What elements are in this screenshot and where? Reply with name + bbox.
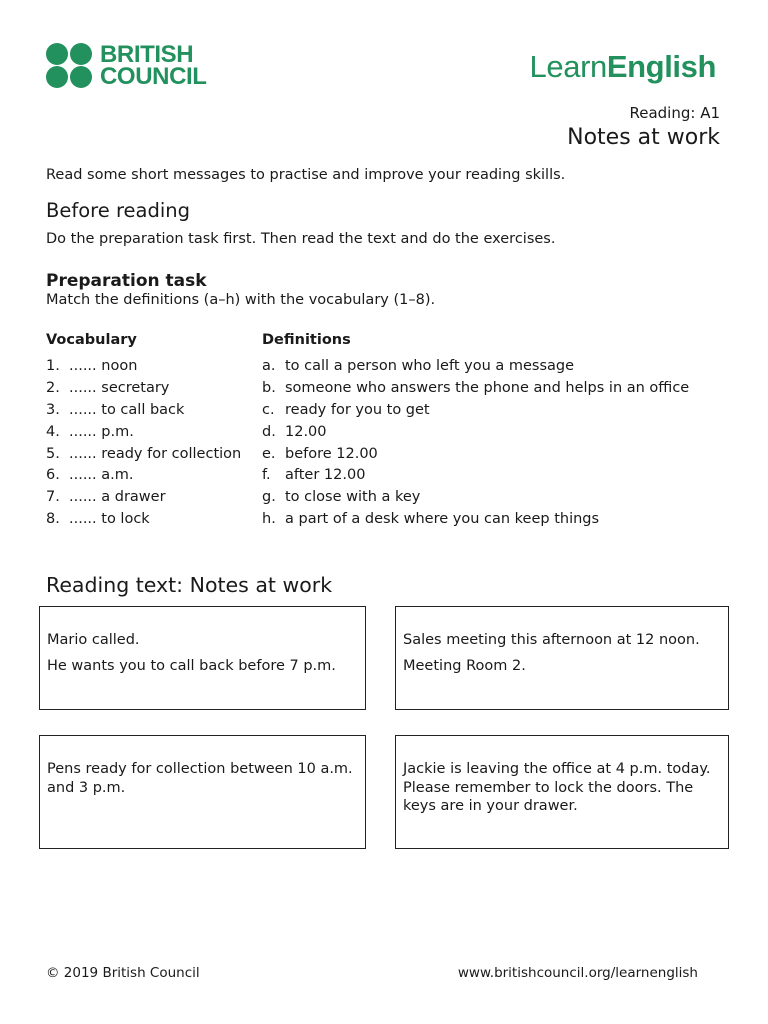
vocabulary-list <box>46 356 256 531</box>
definition-letter: g. <box>262 489 276 506</box>
item-number: 6. <box>46 467 60 484</box>
preparation-instruction: Match the definitions (a–h) with the vocabulary (1–8). <box>46 292 436 308</box>
definition-text: to call a person who left you a message <box>285 358 575 374</box>
definitions-heading: Definitions <box>262 332 351 348</box>
logo-learn: Learn <box>529 49 607 84</box>
definition-letter: h. <box>262 511 276 528</box>
vocabulary-term: ...... to call back <box>69 401 185 418</box>
item-number: 2. <box>46 379 60 396</box>
definition-text: before 12.00 <box>285 445 378 462</box>
vocabulary-term: ...... noon <box>69 358 138 374</box>
vocabulary-item <box>46 444 256 466</box>
footer-copyright: © 2019 British Council <box>46 965 200 981</box>
definition-item <box>262 400 722 422</box>
level-label: Reading: A1 <box>629 104 720 122</box>
note-mario-called <box>39 606 366 710</box>
definition-letter: f. <box>262 467 271 484</box>
intro-text: Read some short messages to practise and improve your reading skills. <box>46 167 566 183</box>
logo-line-1: BRITISH <box>100 41 194 68</box>
definition-item <box>262 356 722 378</box>
definitions-list <box>262 356 722 531</box>
item-number: 4. <box>46 423 60 440</box>
vocabulary-item <box>46 400 256 422</box>
vocabulary-term: ...... a.m. <box>69 467 134 484</box>
definition-item <box>262 422 722 444</box>
four-dots-logo-icon <box>46 43 94 89</box>
note-line: Meeting Room 2. <box>403 657 526 674</box>
definition-letter: d. <box>262 423 276 440</box>
definition-item <box>262 378 722 400</box>
definition-text: someone who answers the phone and helps in an office <box>285 379 690 396</box>
item-number: 5. <box>46 445 60 462</box>
vocabulary-item <box>46 356 256 378</box>
definition-letter: b. <box>262 379 276 396</box>
learnenglish-logo <box>530 47 716 87</box>
vocabulary-item <box>46 509 256 531</box>
item-number: 8. <box>46 511 60 528</box>
reading-text-heading: Reading text: Notes at work <box>46 573 333 597</box>
note-line: He wants you to call back before 7 p.m. <box>47 657 336 674</box>
definition-text: after 12.00 <box>285 467 366 484</box>
vocabulary-term: ...... ready for collection <box>69 445 242 462</box>
definition-item <box>262 487 722 509</box>
definition-letter: a. <box>262 358 276 374</box>
definition-text: ready for you to get <box>285 401 430 418</box>
british-council-logo <box>46 43 216 89</box>
footer-url: www.britishcouncil.org/learnenglish <box>457 965 698 981</box>
before-reading-heading: Before reading <box>46 199 191 222</box>
note-jackie-leaving <box>395 735 729 849</box>
definition-letter: c. <box>262 401 275 418</box>
definition-item <box>262 465 722 487</box>
definition-text: 12.00 <box>285 423 327 440</box>
vocabulary-item <box>46 378 256 400</box>
note-line: Mario called. <box>47 632 140 648</box>
note-line: Jackie is leaving the office at 4 p.m. today. Please remember to lock the doors. The keys are in your drawer. <box>403 761 711 814</box>
logo-english: English <box>606 49 716 84</box>
logo-line-2: COUNCIL <box>100 63 207 90</box>
vocabulary-term: ...... secretary <box>69 379 170 396</box>
item-number: 1. <box>46 358 60 374</box>
page-title: Notes at work <box>567 125 720 150</box>
preparation-heading: Preparation task <box>46 271 207 291</box>
note-pens-collection <box>39 735 366 849</box>
definition-text: to close with a key <box>285 489 421 506</box>
before-reading-instruction: Do the preparation task first. Then read the text and do the exercises. <box>46 231 556 247</box>
vocabulary-item <box>46 422 256 444</box>
vocabulary-item <box>46 487 256 509</box>
vocabulary-term: ...... to lock <box>69 511 150 528</box>
definition-letter: e. <box>262 445 276 462</box>
vocabulary-heading: Vocabulary <box>46 332 137 348</box>
vocabulary-term: ...... p.m. <box>69 423 134 440</box>
definition-item <box>262 509 722 531</box>
vocabulary-item <box>46 465 256 487</box>
note-sales-meeting <box>395 606 729 710</box>
note-line: Pens ready for collection between 10 a.m. and 3 p.m. <box>47 761 353 796</box>
definition-item <box>262 444 722 466</box>
definition-text: a part of a desk where you can keep things <box>285 511 600 528</box>
item-number: 3. <box>46 401 60 418</box>
note-line: Sales meeting this afternoon at 12 noon. <box>403 632 700 648</box>
vocabulary-term: ...... a drawer <box>69 489 166 506</box>
item-number: 7. <box>46 489 60 506</box>
